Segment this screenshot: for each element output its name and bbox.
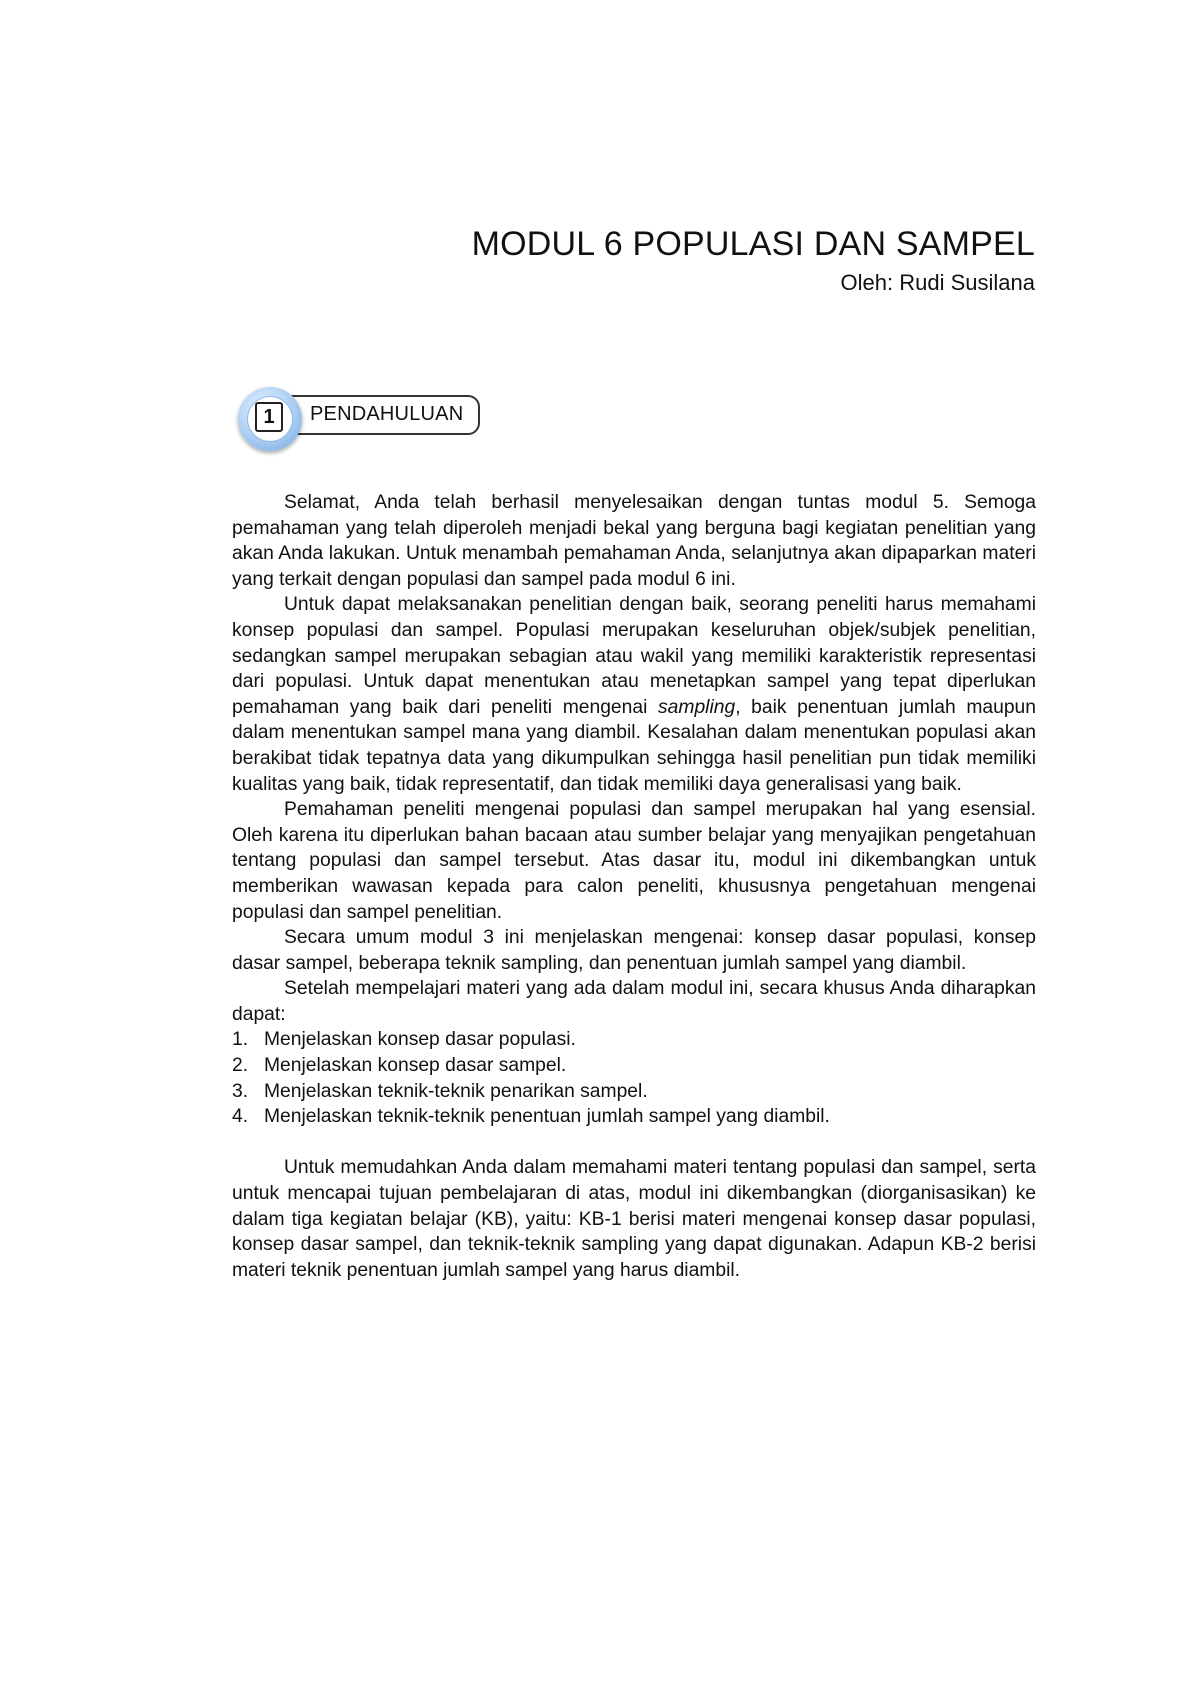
list-item — [232, 1027, 1036, 1053]
author-line: Oleh: Rudi Susilana — [840, 270, 1035, 295]
paragraph-objectives-intro: Setelah mempelajari materi yang ada dalam modul ini, secara khusus Anda diharapkan dapat: — [232, 978, 1036, 1025]
emphasis-sampling: sampling — [658, 696, 736, 718]
section-number-circle — [238, 387, 302, 451]
list-number: 2. — [232, 1055, 249, 1077]
list-text: Menjelaskan teknik-teknik penentuan jumlah sampel yang diambil. — [264, 1106, 830, 1128]
paragraph-structure: Untuk memudahkan Anda dalam memahami materi tentang populasi dan sampel, serta untuk mencapai tujuan pembelajaran di atas, modul ini dikembangkan (diorganisasikan) ke dalam tiga kegiatan belajar (KB), yaitu: KB-1 berisi materi mengenai konsep dasar populasi, konsep dasar sampel, dan teknik-teknik sampling yang dapat digunakan. Adapun KB-2 berisi materi teknik penentuan jumlah sampel yang harus diambil. — [232, 1157, 1036, 1281]
list-item — [232, 1104, 1036, 1130]
paragraph-importance: Pemahaman peneliti mengenai populasi dan sampel merupakan hal yang esensial. Oleh karena itu diperlukan bahan bacaan atau sumber belajar yang menyajikan pengetahuan tentang populasi dan sampel tersebut. Atas dasar itu, modul ini dikembangkan untuk memberikan wawasan kepada para calon peneliti, khususnya pengetahuan mengenai populasi dan sampel penelitian. — [232, 799, 1036, 923]
module-title: MODUL 6 POPULASI DAN SAMPEL — [471, 225, 1035, 263]
list-number: 1. — [232, 1029, 249, 1051]
list-number: 4. — [232, 1106, 249, 1128]
paragraph-text: , baik penentuan jumlah maupun dalam menentukan sampel mana yang diambil. Kesalahan dalam menentukan populasi akan berakibat tidak tepatnya data yang dikumpulkan sehingga hasil penelitian pun tidak memiliki kualitas yang baik, tidak representatif, dan tidak memiliki daya generalisasi yang baik. — [232, 696, 1037, 795]
list-number: 3. — [232, 1080, 249, 1102]
list-text: Menjelaskan konsep dasar sampel. — [264, 1055, 567, 1077]
section-number-icon: 1 — [255, 402, 283, 432]
section-label: PENDAHULUAN — [310, 403, 464, 425]
list-text: Menjelaskan konsep dasar populasi. — [264, 1029, 576, 1051]
list-text: Menjelaskan teknik-teknik penarikan sampel. — [264, 1080, 648, 1102]
paragraph-overview: Secara umum modul 3 ini menjelaskan mengenai: konsep dasar populasi, konsep dasar sampel, beberapa teknik sampling, dan penentuan jumlah sampel yang diambil. — [232, 927, 1036, 974]
list-item — [232, 1053, 1036, 1079]
body-text — [232, 490, 1036, 1283]
paragraph-text: Untuk dapat melaksanakan penelitian dengan baik, seorang peneliti harus memahami konsep populasi dan sampel. Populasi merupakan keseluruhan objek/subjek penelitian, sedangkan sampel merupakan sebagian atau wakil yang memiliki karakteristik representasi dari populasi. Untuk dapat menentukan atau menetapkan sampel yang tepat diperlukan pemahaman yang baik dari peneliti mengenai — [232, 594, 1036, 718]
section-heading-badge — [238, 387, 484, 451]
objectives-list — [232, 1027, 1036, 1129]
list-item — [232, 1079, 1036, 1105]
paragraph-population-sample — [232, 592, 1036, 797]
paragraph-intro: Selamat, Anda telah berhasil menyelesaikan dengan tuntas modul 5. Semoga pemahaman yang telah diperoleh menjadi bekal yang berguna bagi kegiatan penelitian yang akan Anda lakukan. Untuk menambah pemahaman Anda, selanjutnya akan dipaparkan materi yang terkait dengan populasi dan sampel pada modul 6 ini. — [232, 492, 1036, 590]
